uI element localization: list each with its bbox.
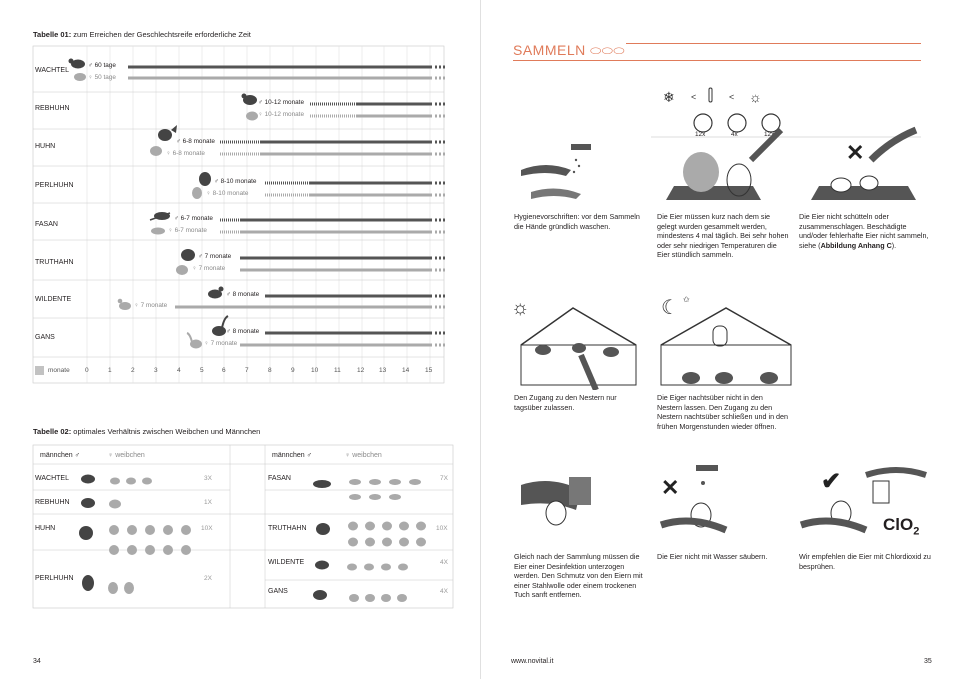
male-quail-icon <box>81 475 95 484</box>
male-pheasant-icon <box>313 480 331 488</box>
text-night: Die Eiger nachtsüber nicht in den Nestern lassen. Den Zugang zu den Nestern nachtsüber schließen und in den frühen Morgenstunden wieder öffnen. <box>657 393 789 431</box>
ratio-table <box>0 440 479 620</box>
ratio-value: 3X <box>204 475 212 482</box>
clo2-label: ClO$_2$ <box>883 515 920 538</box>
tick-label: 6 <box>222 367 226 374</box>
text-day: Den Zugang zu den Nestern nur tagsüber zulassen. <box>514 393 617 412</box>
ratio-value: 4X <box>440 559 448 566</box>
tick-label: 10 <box>311 367 319 374</box>
label-gans-male: ♂ 8 monate <box>226 328 260 335</box>
snowflake-icon: ❄ <box>663 89 675 105</box>
ratio-label-perlhuhn: PERLHUHN <box>35 575 74 582</box>
ratio-value: 7X <box>440 475 448 482</box>
tick-label: 9 <box>291 367 295 374</box>
male-partridge-icon <box>81 498 95 508</box>
hand-icon <box>751 130 781 160</box>
label-huhn-female: ♀ 6-8 monate <box>166 150 205 157</box>
pheasant-icon <box>150 212 170 235</box>
female-goose-icons <box>349 594 407 602</box>
ratio-value: 4X <box>440 588 448 595</box>
cross-icon: ✕ <box>661 475 680 500</box>
cleaning-egg-icon <box>521 477 591 525</box>
female-quail-icon <box>142 478 152 485</box>
tick-label: 15 <box>425 367 433 374</box>
svg-text:<: < <box>691 92 697 102</box>
female-guineafowl-icon <box>108 582 118 594</box>
female-quail-icon <box>110 478 120 485</box>
male-goose-icon <box>313 590 327 600</box>
right-page <box>480 0 959 679</box>
maturity-bars <box>128 67 432 345</box>
text-damaged: Die Eier nicht schütteln oder zusammenschlagen. Beschädigte und/oder fehlerhafte Eier nicht sammeln, siehe (Abbildung Anhang C). <box>799 212 929 250</box>
label-wildente-male: ♂ 8 monate <box>226 291 260 298</box>
text-collect: Die Eier müssen kurz nach dem sie gelegt wurden gesammelt werden, mindestens 4 mal täglich. Bei sehr hohen oder sehr niedrigen Temperaturen die Eier stündlich sammeln. <box>657 212 789 259</box>
female-turkey-icons <box>348 522 426 547</box>
label-perlhuhn-male: ♂ 8-10 monate <box>214 178 257 185</box>
bar-end-dots <box>435 66 445 335</box>
female-duck-icons <box>347 564 408 571</box>
tick-label: 14 <box>402 367 410 374</box>
tick-label: 11 <box>334 367 341 374</box>
ratio-value: 1X <box>204 499 212 506</box>
text-water: Die Eier nicht mit Wasser säubern. <box>657 552 768 561</box>
label-wachtel-male: ♂ 60 tage <box>88 62 116 69</box>
label-rebhuhn-male: ♂ 10-12 monate <box>258 99 305 106</box>
female-guineafowl-icon <box>124 582 134 594</box>
ratio-label-huhn: HUHN <box>35 525 56 532</box>
sun-icon: ☼ <box>749 89 762 105</box>
clock-count: 4x <box>731 131 738 138</box>
clock-count: 12x <box>695 131 706 138</box>
title-underline <box>513 60 921 61</box>
row-label-fasan: FASAN <box>35 221 58 228</box>
star-icon: ✩ <box>683 295 690 304</box>
male-duck-icon <box>315 561 329 570</box>
ratio-value: 10X <box>201 525 213 532</box>
thermometer-icon <box>709 88 712 102</box>
label-rebhuhn-female: ♀ 10-12 monate <box>258 111 305 118</box>
page-number-left: 34 <box>33 658 41 665</box>
hand-icon <box>871 130 916 160</box>
maturity-chart <box>0 0 479 400</box>
tick-label: 5 <box>200 367 204 374</box>
illustration-row-1 <box>511 120 931 210</box>
row-label-huhn: HUHN <box>35 143 56 150</box>
hen-nest-icon <box>666 130 781 200</box>
table1-title: Tabelle 01: zum Erreichen der Geschlechtsreife erforderliche Zeit <box>33 30 251 39</box>
ratio-label-gans: GANS <box>268 588 288 595</box>
tick-label: 4 <box>177 367 181 374</box>
tap-icon <box>696 465 718 471</box>
quail-icon <box>69 59 87 82</box>
ratio-label-fasan: FASAN <box>268 475 291 482</box>
female-partridge-icon <box>109 500 121 509</box>
label-gans-female: ♀ 7 monate <box>204 340 238 347</box>
sun-icon: ☼ <box>511 297 530 319</box>
tick-label: 1 <box>108 367 112 374</box>
ratio-label-rebhuhn: REBHUHN <box>35 499 70 506</box>
check-icon: ✔ <box>821 468 842 495</box>
female-header-right: ♀ weibchen <box>345 452 382 459</box>
axis-label: monate <box>48 367 70 374</box>
washing-hands-icon <box>521 144 591 199</box>
male-header-right: männchen ♂ <box>272 452 312 459</box>
label-truthahn-female: ♀ 7 monate <box>192 265 226 272</box>
spray-bottle-icon <box>873 481 889 503</box>
tick-label: 0 <box>85 367 89 374</box>
tick-label: 13 <box>379 367 387 374</box>
row-label-rebhuhn: REBHUHN <box>35 105 70 112</box>
row-label-perlhuhn: PERLHUHN <box>35 182 74 189</box>
row-label-gans: GANS <box>35 334 55 341</box>
clock-count: 12x <box>764 131 775 138</box>
tick-label: 7 <box>245 367 249 374</box>
no-shaking-icon <box>811 130 916 200</box>
male-chicken-icon <box>79 526 93 540</box>
night-coop-icon <box>661 295 791 385</box>
illustration-cleaning <box>511 455 931 555</box>
partridge-icon <box>242 94 259 121</box>
tick-label: 3 <box>154 367 158 374</box>
text-spray: Wir empfehlen die Eier mit Chlordioxid zu besprühen. <box>799 552 931 571</box>
ratio-label-wildente: WILDENTE <box>268 559 305 566</box>
ratio-bird-icons <box>79 475 426 603</box>
left-page <box>0 0 479 679</box>
eggs-icon: ⬭⬭⬭ <box>590 43 625 58</box>
label-truthahn-male: ♂ 7 monate <box>198 253 232 260</box>
text-clean: Gleich nach der Sammlung müssen die Eier einer Desinfektion unterzogen werden. Den Schmutz von den Eiern mit einer Stahlwolle oder einem trockenen Tuch sanft entfernen. <box>514 552 643 599</box>
cross-icon: ✕ <box>846 140 865 165</box>
label-fasan-female: ♀ 6-7 monate <box>168 227 207 234</box>
female-header: ♀ weibchen <box>108 452 145 459</box>
tick-label: 2 <box>131 367 135 374</box>
svg-text:<: < <box>729 92 735 102</box>
tick-label: 12 <box>357 367 365 374</box>
label-perlhuhn-female: ♀ 8-10 monate <box>206 190 249 197</box>
female-chicken-icons <box>109 525 191 555</box>
ratio-label-wachtel: WACHTEL <box>35 475 69 482</box>
door-icon <box>713 326 727 346</box>
ratio-label-truthahn: TRUTHAHN <box>268 525 307 532</box>
section-title: SAMMELN ⬭⬭⬭ <box>513 42 625 58</box>
label-huhn-male: ♂ 6-8 monate <box>176 138 215 145</box>
row-label-wildente: WILDENTE <box>35 296 72 303</box>
row-label-wachtel: WACHTEL <box>35 67 69 74</box>
ratio-value: 10X <box>436 525 448 532</box>
label-fasan-male: ♂ 6-7 monate <box>174 215 213 222</box>
no-water-icon <box>661 465 726 530</box>
moon-icon: ☾ <box>661 297 679 319</box>
day-coop-icon <box>511 297 636 390</box>
title-rule <box>626 43 921 44</box>
label-wildente-female: ♀ 7 monate <box>134 302 168 309</box>
male-turkey-icon <box>316 523 330 535</box>
label-wachtel-female: ♀ 50 tage <box>88 74 116 81</box>
female-quail-icon <box>126 478 136 485</box>
ratio-value: 2X <box>204 575 212 582</box>
male-guineafowl-icon <box>82 575 94 591</box>
footer-url[interactable]: www.novital.it <box>511 658 554 665</box>
page-number-right: 35 <box>924 658 932 665</box>
table2-title: Tabelle 02: optimales Verhältnis zwischen Weibchen und Männchen <box>33 427 261 436</box>
text-hygiene: Hygienevorschriften: vor dem Sammeln die Hände gründlich waschen. <box>514 212 640 231</box>
male-header: männchen ♂ <box>40 452 80 459</box>
female-pheasant-icons <box>349 479 421 500</box>
illustration-coops <box>511 290 931 390</box>
cloth-icon <box>569 477 591 505</box>
axis-icon <box>35 366 44 375</box>
row-label-truthahn: TRUTHAHN <box>35 259 74 266</box>
tick-label: 8 <box>268 367 272 374</box>
